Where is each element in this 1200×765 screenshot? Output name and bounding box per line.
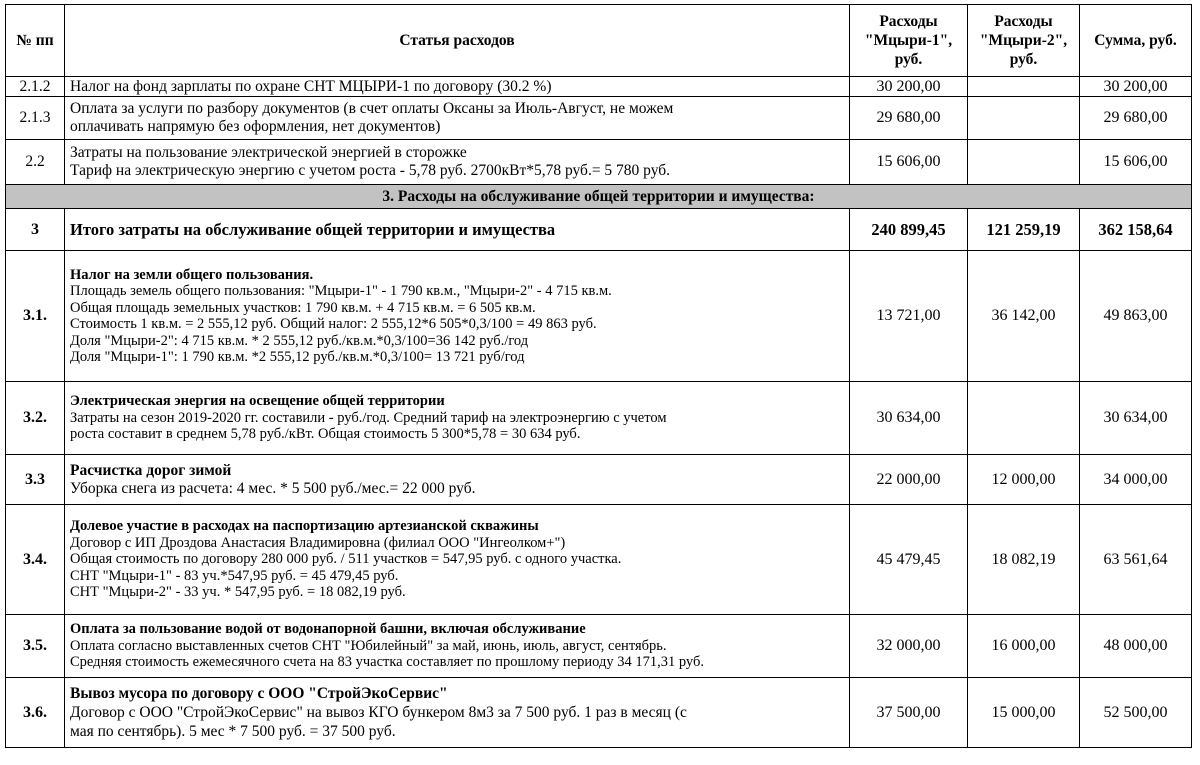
row-sum: 34 000,00: [1080, 455, 1192, 505]
expense-table: [5, 4, 1192, 748]
row-sum: 49 863,00: [1080, 251, 1192, 382]
row-col1: 30 634,00: [850, 382, 968, 455]
row-num: 3.1.: [6, 251, 65, 382]
total-row: [6, 209, 1192, 251]
table-row: [6, 140, 1192, 185]
row-num: 3.2.: [6, 382, 65, 455]
section-header-row: [6, 185, 1192, 209]
table-row: [6, 505, 1192, 615]
table-row: [6, 455, 1192, 505]
header-col1: Расходы "Мцыри-1", руб.: [850, 5, 968, 77]
row-sum: 30 634,00: [1080, 382, 1192, 455]
row-col2: [968, 382, 1080, 455]
row-desc: Вывоз мусора по договору с ООО "СтройЭкоСервис" Договор с ООО "СтройЭкоСервис" на вывоз КГО бункером 8м3 за 7 500 руб. 1 раз в месяц (с мая по сентябрь). 5 мес * 7 500 руб. = 37 500 руб.: [65, 678, 850, 748]
row-col2: 12 000,00: [968, 455, 1080, 505]
header-num: № пп: [6, 5, 65, 77]
row-col1: 15 606,00: [850, 140, 968, 185]
header-article: Статья расходов: [65, 5, 850, 77]
row-num: 2.1.3: [6, 97, 65, 140]
row-sum: 48 000,00: [1080, 615, 1192, 678]
row-col1: 13 721,00: [850, 251, 968, 382]
row-col2: [968, 97, 1080, 140]
row-col2: 18 082,19: [968, 505, 1080, 615]
header-row: [6, 5, 1192, 77]
row-col1: 22 000,00: [850, 455, 968, 505]
row-col2: [968, 77, 1080, 97]
header-col2: Расходы "Мцыри-2", руб.: [968, 5, 1080, 77]
row-desc: Оплата за услуги по разбору документов (в счет оплаты Оксаны за Июль-Август, не можем оплачивать напрямую без оформления, нет документов): [65, 97, 850, 140]
row-num: 2.1.2: [6, 77, 65, 97]
total-col2: 121 259,19: [968, 209, 1080, 251]
row-num: 2.2: [6, 140, 65, 185]
row-col1: 32 000,00: [850, 615, 968, 678]
row-col2: [968, 140, 1080, 185]
row-desc: Электрическая энергия на освещение общей территории Затраты на сезон 2019-2020 гг. составили - руб./год. Средний тариф на электроэнергию с учетом роста составит в среднем 5,78 руб./кВт. Общая стоимость 5 300*5,78 = 30 634 руб.: [65, 382, 850, 455]
row-sum: 29 680,00: [1080, 97, 1192, 140]
row-col2: 15 000,00: [968, 678, 1080, 748]
table-row: [6, 615, 1192, 678]
total-num: 3: [6, 209, 65, 251]
total-sum: 362 158,64: [1080, 209, 1192, 251]
header-sum: Сумма, руб.: [1080, 5, 1192, 77]
row-sum: 63 561,64: [1080, 505, 1192, 615]
row-num: 3.3: [6, 455, 65, 505]
row-col1: 45 479,45: [850, 505, 968, 615]
section-title: 3. Расходы на обслуживание общей территории и имущества:: [6, 185, 1192, 209]
row-num: 3.5.: [6, 615, 65, 678]
row-desc: Долевое участие в расходах на паспортизацию артезианской скважины Договор с ИП Дроздова Анастасия Владимировна (филиал ООО "Ингеолком+") Общая стоимость по договору 280 000 руб. / 511 участков = 547,95 руб. с одного участка. СНТ "Мцыри-1" - 83 уч.*547,95 руб. = 45 479,45 руб. СНТ "Мцыри-2" - 33 уч. * 547,95 руб. = 18 082,19 руб.: [65, 505, 850, 615]
row-sum: 30 200,00: [1080, 77, 1192, 97]
row-sum: 15 606,00: [1080, 140, 1192, 185]
table-row: [6, 382, 1192, 455]
row-col2: 36 142,00: [968, 251, 1080, 382]
row-desc: Оплата за пользование водой от водонапорной башни, включая обслуживание Оплата согласно выставленных счетов СНТ "Юбилейный" за май, июнь, июль, август, сентябрь. Средняя стоимость ежемесячного счета на 83 участка составляет по прошлому периоду 34 171,31 руб.: [65, 615, 850, 678]
total-col1: 240 899,45: [850, 209, 968, 251]
row-num: 3.6.: [6, 678, 65, 748]
table-row: [6, 678, 1192, 748]
row-col1: 30 200,00: [850, 77, 968, 97]
row-desc: Затраты на пользование электрической энергией в сторожке Тариф на электрическую энергию с учетом роста - 5,78 руб. 2700кВт*5,78 руб.= 5 780 руб.: [65, 140, 850, 185]
row-desc: Налог на земли общего пользования. Площадь земель общего пользования: "Мцыри-1" - 1 790 кв.м., "Мцыри-2" - 4 715 кв.м. Общая площадь земельных участков: 1 790 кв.м. + 4 715 кв.м. = 6 505 кв.м. Стоимость 1 кв.м. = 2 555,12 руб. Общий налог: 2 555,12*6 505*0,3/100 = 49 863 руб. Доля "Мцыри-2": 4 715 кв.м. * 2 555,12 руб./кв.м.*0,3/100=36 142 руб./год Доля "Мцыри-1": 1 790 кв.м. *2 555,12 руб./кв.м.*0,3/100= 13 721 руб/год: [65, 251, 850, 382]
row-desc: Расчистка дорог зимой Уборка снега из расчета: 4 мес. * 5 500 руб./мес.= 22 000 руб.: [65, 455, 850, 505]
row-col2: 16 000,00: [968, 615, 1080, 678]
table-row: [6, 97, 1192, 140]
total-label: Итого затраты на обслуживание общей территории и имущества: [65, 209, 850, 251]
table-row: [6, 251, 1192, 382]
row-col1: 37 500,00: [850, 678, 968, 748]
table-row: [6, 77, 1192, 97]
row-col1: 29 680,00: [850, 97, 968, 140]
row-sum: 52 500,00: [1080, 678, 1192, 748]
row-num: 3.4.: [6, 505, 65, 615]
row-desc: Налог на фонд зарплаты по охране СНТ МЦЫРИ-1 по договору (30.2 %): [65, 77, 850, 97]
